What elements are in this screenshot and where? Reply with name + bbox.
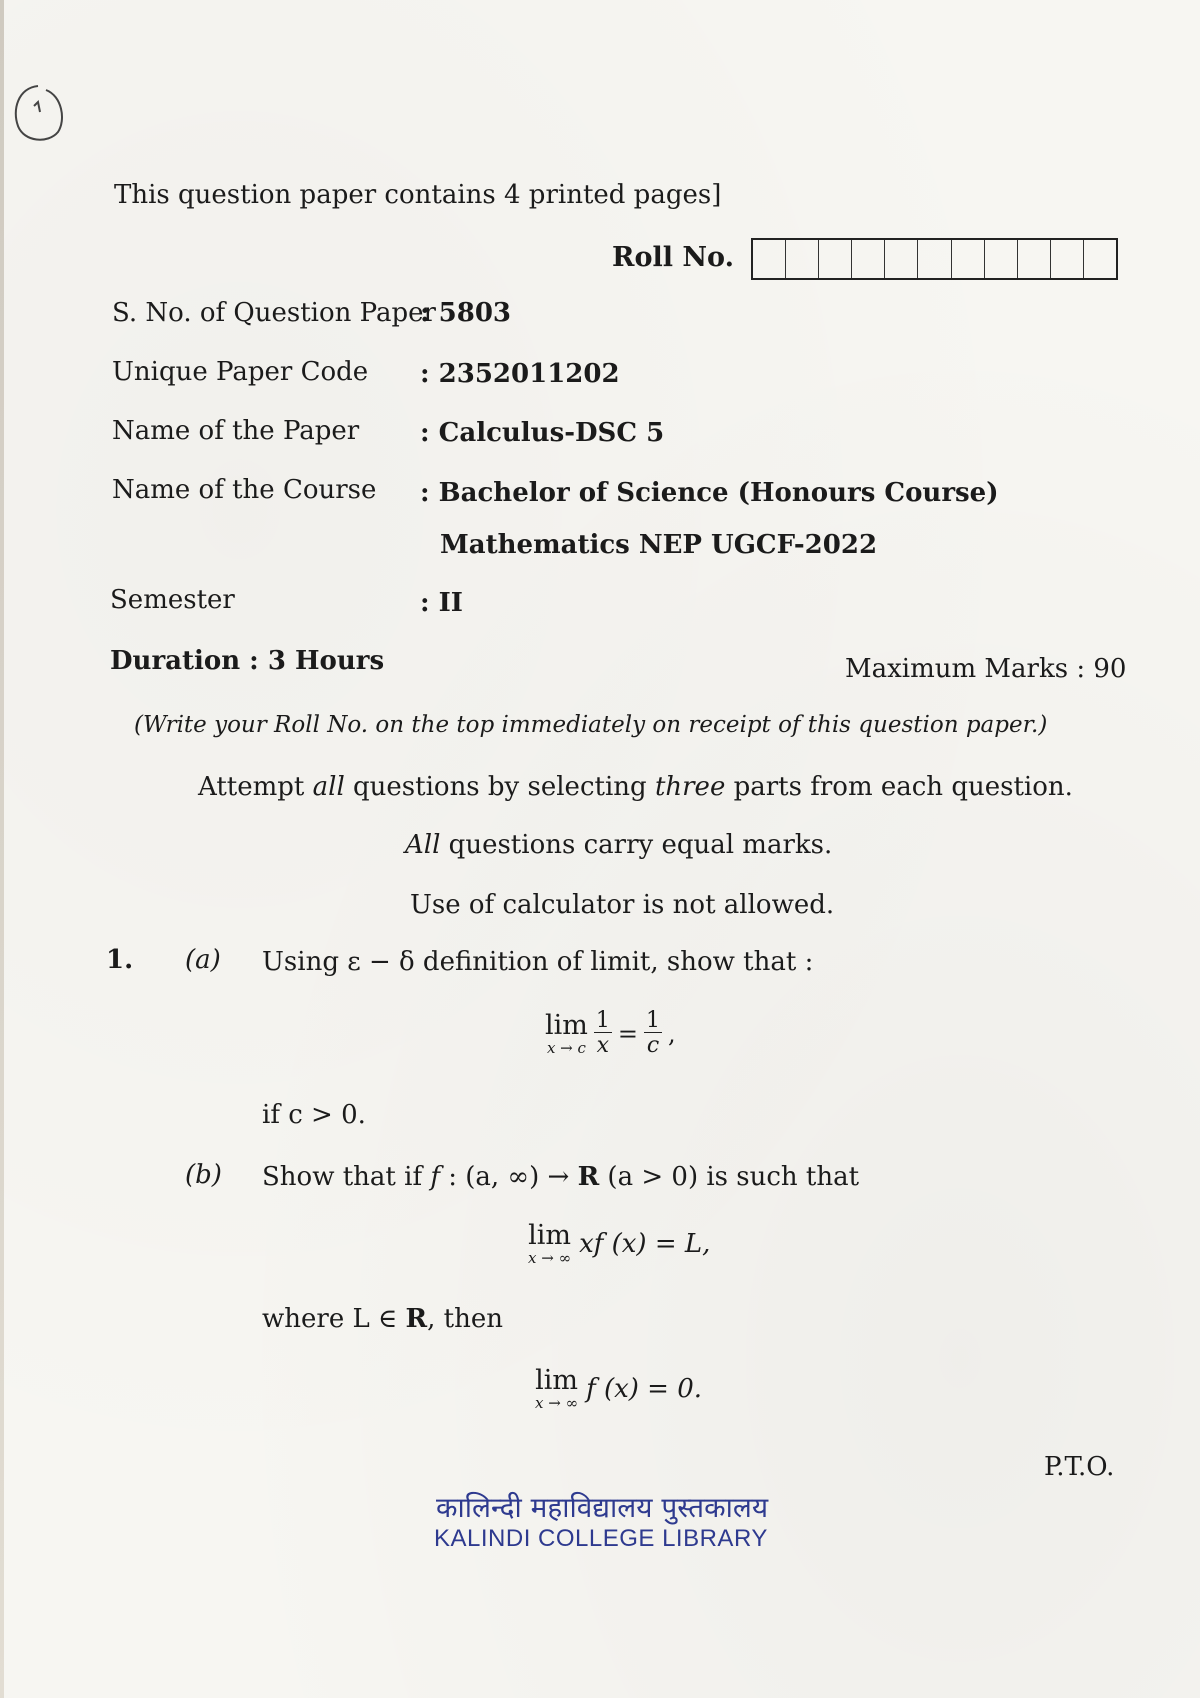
meta-label-paper-name: Name of the Paper [112,416,360,446]
instruction-text: Attempt [198,772,313,802]
meta-value-paper-name: : Calculus-DSC 5 [420,418,665,448]
where-text: where L ∈ [262,1304,406,1334]
roll-digit-box[interactable] [1051,240,1084,278]
denominator: c [646,1033,660,1058]
part-b-equation-2 [535,1367,702,1411]
numerator: 1 [595,1008,610,1033]
roll-number-boxes[interactable] [751,238,1118,280]
roll-digit-box[interactable] [1084,240,1116,278]
equation-body: xf (x) = L, [579,1229,711,1259]
roll-digit-box[interactable] [918,240,951,278]
instruction-emphasis: All [405,830,441,860]
denominator: x [596,1033,610,1058]
roll-digit-box[interactable] [786,240,819,278]
instruction-equal-marks [405,830,832,860]
part-b-label: (b) [185,1160,222,1190]
meta-value-course-line2: Mathematics NEP UGCF-2022 [440,530,878,560]
roll-digit-box[interactable] [985,240,1018,278]
lim-subscript: x → ∞ [535,1394,579,1412]
meta-value-paper-code: : 2352011202 [420,359,620,389]
instruction-emphasis: all [312,772,345,802]
page-count-note: This question paper contains 4 printed pages] [114,180,722,210]
numerator: 1 [645,1008,660,1033]
part-a-text: Using ε − δ definition of limit, show that : [262,947,814,977]
instruction-attempt [198,772,1073,802]
lim-subscript: x → c [546,1038,586,1057]
part-a-label: (a) [185,945,221,975]
library-stamp-hindi: कालिन्दी महाविद्यालय पुस्तकालय [436,1491,769,1524]
lim-word: lim [545,1009,588,1041]
roll-digit-box[interactable] [952,240,985,278]
part-b-text-segment: Show that if [262,1162,431,1192]
part-b-text [262,1162,859,1192]
lim-word: lim [535,1365,578,1396]
part-a-equation [545,1010,676,1057]
instruction-text: questions by selecting [344,772,655,802]
duration: Duration : 3 Hours [110,646,385,676]
part-b-equation-1 [528,1222,710,1266]
meta-label-course: Name of the Course [112,475,377,505]
equals-sign: = [617,1019,638,1048]
meta-label-paper-code: Unique Paper Code [112,357,369,387]
instruction-calculator: Use of calculator is not allowed. [410,890,835,920]
meta-value-serial: : 5803 [420,298,512,328]
roll-digit-box[interactable] [1018,240,1051,278]
roll-digit-box[interactable] [753,240,786,278]
fraction-one-over-c [644,1010,662,1057]
fraction-one-over-x [594,1010,612,1057]
question-number: 1. [106,945,134,975]
meta-value-semester: : II [420,588,463,618]
limit-operator [545,1009,588,1057]
pto-marker: P.T.O. [1044,1452,1115,1482]
where-text: , then [427,1304,503,1334]
part-a-condition: if c > 0. [262,1100,366,1130]
limit-operator [528,1222,571,1266]
reals-symbol: R [577,1162,600,1192]
function-symbol: f [430,1162,440,1192]
scan-edge [0,0,4,1698]
roll-digit-box[interactable] [852,240,885,278]
circle-mark-icon [8,82,66,148]
part-b-where [262,1304,503,1334]
meta-value-course: : Bachelor of Science (Honours Course) [420,478,999,508]
lim-word: lim [528,1220,571,1251]
instruction-text: parts from each question. [725,772,1073,802]
instruction-emphasis: three [654,772,726,802]
roll-digit-box[interactable] [885,240,918,278]
comma: , [667,1019,676,1048]
instruction-text: questions carry equal marks. [440,830,833,860]
roll-note: (Write your Roll No. on the top immediately on receipt of this question paper.) [134,712,1048,738]
limit-operator [535,1367,578,1411]
meta-label-semester: Semester [110,585,235,615]
equation-body: f (x) = 0. [586,1374,703,1404]
meta-label-serial: S. No. of Question Paper [112,298,436,328]
part-b-text-segment: (a > 0) is such that [599,1162,860,1192]
maximum-marks: Maximum Marks : 90 [845,654,1127,684]
lim-subscript: x → ∞ [528,1249,572,1267]
roll-digit-box[interactable] [819,240,852,278]
reals-symbol: R [405,1304,428,1334]
roll-no-label: Roll No. [612,242,734,273]
part-b-text-segment: : (a, ∞) → [439,1162,578,1192]
library-stamp-english: KALINDI COLLEGE LIBRARY [434,1525,768,1552]
